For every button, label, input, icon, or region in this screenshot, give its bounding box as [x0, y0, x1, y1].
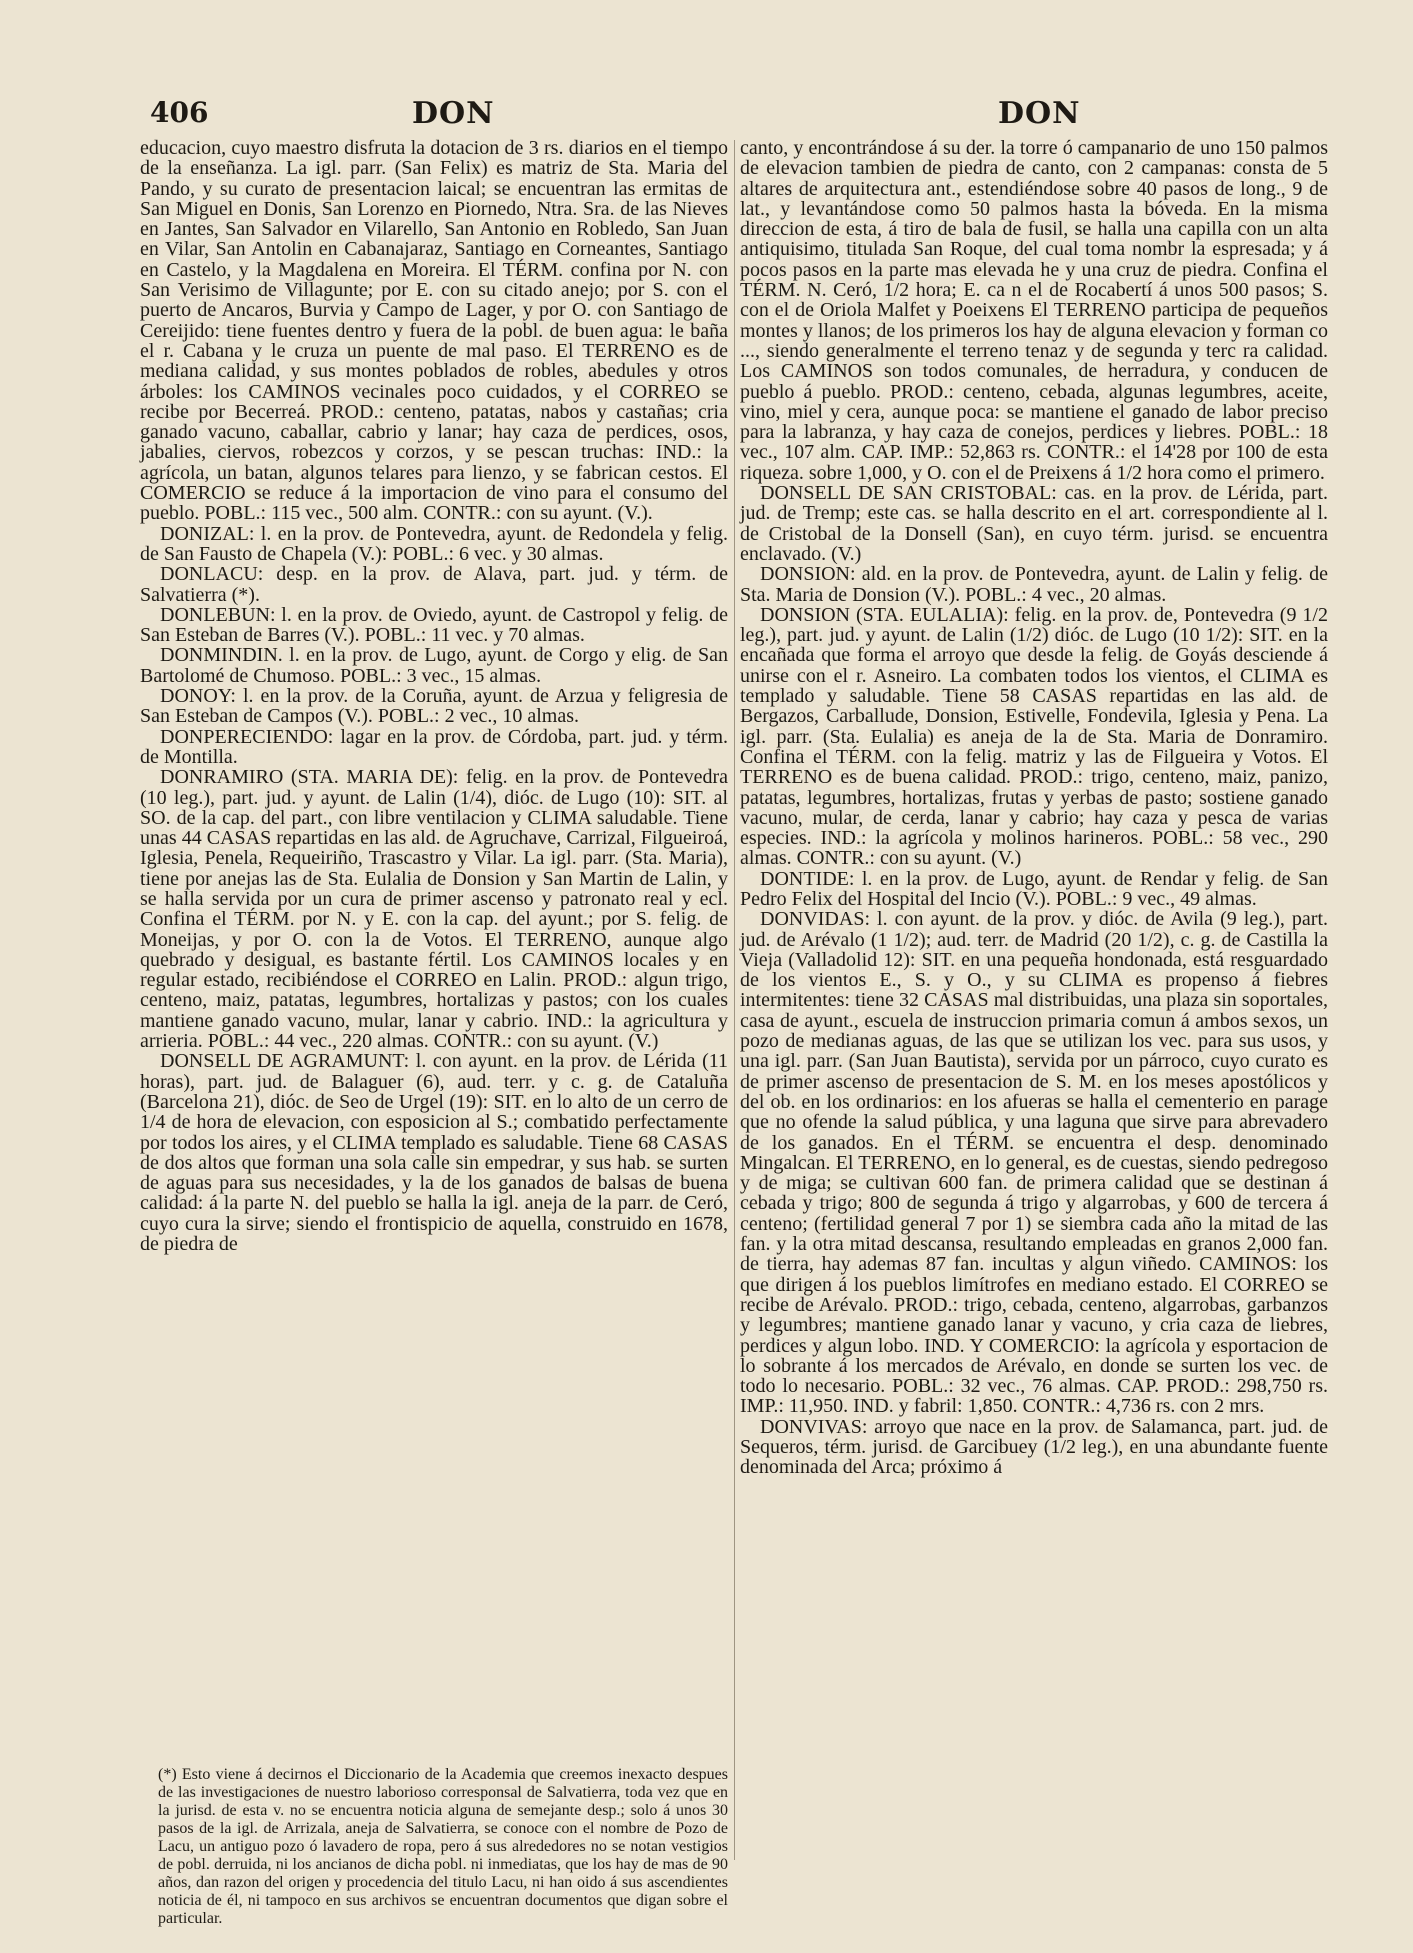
entry-donsell-de-san-cristobal: DONSELL DE SAN CRISTOBAL: cas. en la prov. de Lérida, part. jud. de Tremp; este cas. se halla descrito en el art. correspondiente al l. de Cristobal de la Donsell (San), en cuyo térm. jurisd. se encuentra enclavado. (V.) — [740, 482, 1328, 565]
entry-donsion-sta-eulalia: DONSION (STA. EULALIA): felig. en la prov. de, Pontevedra (9 1/2 leg.), part. jud. y ayunt. de Lalin (1/2) dióc. de Lugo (10 1/2): SIT. en la encañada que forma el arroyo que desde la felig. de Goyás desciende á unirse con el r. Asneiro. La combaten todos los vientos, el CLIMA es templado y saludable. Tiene 58 CASAS repartidas en las ald. de Bergazos, Carballude, Donsion, Estivelle, Fondevila, Iglesia y Pena. La igl. parr. (Sta. Eulalia) es aneja de la de Sta. Maria de Donramiro. Confina el TÉRM. con la felig. matriz y las de Filgueira y Votos. El TERRENO es de buena calidad. PROD.: trigo, centeno, maiz, panizo, patatas, legumbres, hortalizas, frutas y yerbas de pasto; sostiene ganado vacuno, mular, de cerda, lanar y cabrio; hay caza y pesca de varias especies. IND.: la agrícola y molinos harineros. POBL.: 58 vec., 290 almas. CONTR.: con su ayunt. (V.) — [740, 603, 1328, 870]
entry-donoy: DONOY: l. en la prov. de la Coruña, ayunt. de Arzua y feligresia de San Esteban de Campos (V.). POBL.: 2 vec., 10 almas. — [140, 685, 728, 728]
entry-donpereciendo: DONPERECIENDO: lagar en la prov. de Córdoba, part. jud. y térm. de Montilla. — [140, 725, 728, 768]
entry-donvivas: DONVIVAS: arroyo que nace en la prov. de Salamanca, part. jud. de Sequeros, térm. jurisd. de Garcibuey (1/2 leg.), en una abundante fuente denominada del Arca; próximo á — [740, 1415, 1328, 1479]
entry-donramiro: DONRAMIRO (STA. MARIA DE): felig. en la prov. de Pontevedra (10 leg.), part. jud. y ayunt. de Lalin (1/4), dióc. de Lugo (10): SIT. al SO. de la cap. del part., con libre ventilacion y CLIMA saludable. Tiene unas 44 CASAS repartidas en las ald. de Agruchave, Carrizal, Filgueiroá, Iglesia, Penela, Requeiriño, Trascastro y Vilar. La igl. parr. (Sta. Maria), tiene por anejas las de Sta. Eulalia de Donsion y San Martin de Lalin, y se halla servida por un cura de primer ascenso y patronato real y ecl. Confina el TÉRM. por N. y E. con la cap. del ayunt.; por S. felig. de Moneijas, y por O. con la de Votos. El TERRENO, aunque algo quebrado y desigual, es bastante fértil. Los CAMINOS locales y en regular estado, recibiéndose el CORREO en Lalin. PROD.: algun trigo, centeno, maiz, patatas, legumbres, hortalizas y pastos; con los cuales mantiene ganado vacuno, mular, lanar y cabrio. IND.: la agricultura y arrieria. POBL.: 44 vec., 220 almas. CONTR.: con su ayunt. (V.) — [140, 766, 728, 1053]
entry-donmindin: DONMINDIN. l. en la prov. de Lugo, ayunt. de Corgo y elig. de San Bartolomé de Chumoso. POBL.: 3 vec., 15 almas. — [140, 644, 728, 687]
entry-donlebun: DONLEBUN: l. en la prov. de Oviedo, ayunt. de Castropol y felig. de San Esteban de Barres (V.). POBL.: 11 vec. y 70 almas. — [140, 603, 728, 647]
entry-donsion: DONSION: ald. en la prov. de Pontevedra, ayunt. de Lalin y felig. de Sta. Maria de Donsion (V.). POBL.: 4 vec., 20 almas. — [740, 563, 1328, 606]
running-head-right: DON — [998, 96, 1081, 131]
entry-donlacu: DONLACU: desp. en la prov. de Alava, part. jud. y térm. de Salvatierra (*). — [140, 563, 728, 606]
entry-donvidas: DONVIDAS: l. con ayunt. de la prov. y dióc. de Avila (9 leg.), part. jud. de Arévalo (1 1/2); aud. terr. de Madrid (20 1/2), c. g. de Castilla la Vieja (Valladolid 12): SIT. en una pequeña hondonada, está resguardado de los vientos E., S. y O., y su CLIMA es propenso á fiebres intermitentes: tiene 32 CASAS mal distribuidas, una plaza sin soportales, casa de ayunt., escuela de instruccion primaria comun á ambos sexos, un pozo de medianas aguas, de las que se utilizan los vec. para sus usos, y una igl. parr. (San Juan Bautista), servida por un párroco, cuyo curato es de primer ascenso de presentacion de S. M. en los meses apostólicos y del ob. en los ordinarios: en los afueras se halla el cementerio en parage que no ofende la salud pública, y una laguna que sirve para abrevadero de los ganados. En el TÉRM. se encuentra el desp. denominado Mingalcan. El TERRENO, en lo general, es de cuestas, siendo pedregoso y de miga; se cultivan 600 fan. de primera calidad que se destinan á cebada y trigo; 800 de segunda á trigo y algarrobas, y 600 de tercera á centeno; (fertilidad general 7 por 1) se siembra cada año la mitad de las fan. y la otra mitad descansa, resultando empleadas en granos 2,000 fan. de tierra, hay ademas 87 fan. incultas y algun viñedo. CAMINOS: los que dirigen á los pueblos limítrofes en mediano estado. El CORREO se recibe de Arévalo. PROD.: trigo, cebada, centeno, algarrobas, garbanzos y legumbres; mantiene ganado lanar y vacuno, y cria caza de liebres, perdices y algun lobo. IND. Y COMERCIO: la agrícola y esportacion de lo sobrante á los mercados de Arévalo, en donde se surten los vec. de todo lo necesario. POBL.: 32 vec., 76 almas. CAP. PROD.: 298,750 rs. IMP.: 11,950. IND. y fabril: 1,850. CONTR.: 4,736 rs. con 2 mrs. — [740, 908, 1328, 1418]
footnote: (*) Esto viene á decirnos el Diccionario de la Academia que creemos inexacto despues de las investigaciones de nuestro laborioso corresponsal de Salvatierra, toda vez que en la jurisd. de esta v. no se encuentra noticia alguna de semejante desp.; solo á unos 30 pasos de la igl. de Arrizala, aneja de Salvatierra, se conoce con el nombre de Pozo de Lacu, un antiguo pozo ó lavadero de ropa, pero á sus alrededores no se notan vestigios de pobl. derruida, ni los ancianos de dicha pobl. ni inmediatas, que los hay de mas de 90 años, dan razon del origen y procedencia del titulo Lacu, ni han oido á sus ascendientes noticia de él, ni tampoco en sus archivos se encuentran documentos que digan sobre el particular. — [158, 1766, 728, 1927]
left-column — [140, 138, 728, 1768]
entry-continuation-right: canto, y encontrándose á su der. la torre ó campanario de uno 150 palmos de elevacion tambien de piedra de canto, con 2 campanas: consta de 5 altares de arquitectura ant., estendiéndose sobre 40 pasos de long., 9 de lat., y levantándose como 50 palmos hasta la bóveda. En la misma direccion de esta, á tiro de bala de fusil, se halla una capilla con un alta antiquisimo, titulada San Roque, del cual toma nombr la espresada; y á pocos pasos en la parte mas elevada he y una cruz de piedra. Confina el TÉRM. N. Ceró, 1/2 hora; E. ca n el de Rocabertí á unos 500 pasos; S. con el de Oriola Malfet y Poeixens El TERRENO participa de pequeños montes y llanos; de los primeros los hay de alguna elevacion y forman co ..., siendo generalmente el terreno tenaz y de segunda y terc ra calidad. Los CAMINOS son todos comunales, de herradura, y conducen de pueblo á pueblo. PROD.: centeno, cebada, algunas legumbres, aceite, vino, miel y cera, aunque poca: se mantiene el ganado de labor preciso para la labranza, y hay caza de conejos, perdices y liebres. POBL.: 18 vec., 107 alm. CAP. IMP.: 52,863 rs. CONTR.: el 14'28 por 100 de esta riqueza. sobre 1,000, y O. con el de Preixens á 1/2 hora como el primero. — [740, 137, 1328, 484]
entry-donizal: DONIZAL: l. en la prov. de Pontevedra, ayunt. de Redondela y felig. de San Fausto de Chapela (V.): POBL.: 6 vec. y 30 almas. — [140, 522, 728, 565]
entry-donsell-de-agramunt: DONSELL DE AGRAMUNT: l. con ayunt. en la prov. de Lérida (11 horas), part. jud. de Balaguer (6), aud. terr. y c. g. de Cataluña (Barcelona 21), dióc. de Seo de Urgel (19): SIT. en lo alto de un cerro de 1/4 de hora de elevacion, con esposicion al S.; combatido perfectamente por todos los aires, y el CLIMA templado es saludable. Tiene 68 CASAS de dos altos que forman una sola calle sin empedrar, y sus hab. se surten de aguas para sus necesidades, y la de los ganados de balsas de buena calidad: á la parte N. del pueblo se halla la igl. aneja de la parr. de Ceró, cuyo cura la sirve; siendo el frontispicio de aquella, construido en 1678, de piedra de — [140, 1050, 728, 1256]
column-divider — [734, 140, 735, 1860]
entry-continuation: educacion, cuyo maestro disfruta la dotacion de 3 rs. diarios en el tiempo de la enseñanza. La igl. parr. (San Felix) es matriz de Sta. Maria del Pando, y su curato de presentacion laical; se encuentran las ermitas de San Miguel en Donis, San Lorenzo en Piornedo, Ntra. Sra. de las Nieves en Jantes, San Salvador en Vilarello, San Antonio en Robledo, San Juan en Vilar, San Antolin en Cabanajaraz, Santiago en Corneantes, Santiago en Castelo, y la Magdalena en Moreira. El TÉRM. confina por N. con San Verisimo de Villagunte; por E. con su citado anejo; por S. con el puerto de Ancaros, Burvia y Campo de Lager, y por O. con Santiago de Cereijido: tiene fuentes dentro y fuera de la pobl. de buen agua: le baña el r. Cabana y le cruza un puente de mal paso. El TERRENO es de mediana calidad, y sus montes poblados de robles, abedules y otros árboles: los CAMINOS vecinales poco cuidados, y el CORREO se recibe por Becerreá. PROD.: centeno, patatas, nabos y castañas; cria ganado vacuno, caballar, cabrio y lanar; hay caza de perdices, osos, jabalies, ciervos, robezcos y corzos, y se pescan truchas: IND.: la agrícola, un batan, algunos telares para lienzo, y se fabrican cestos. El COMERCIO se reduce á la importacion de vino para el consumo del pueblo. POBL.: 115 vec., 500 alm. CONTR.: con su ayunt. (V.). — [140, 137, 728, 525]
page-number: 406 — [150, 96, 209, 129]
entry-dontide: DONTIDE: l. en la prov. de Lugo, ayunt. de Rendar y felig. de San Pedro Felix del Hospital del Incio (V.). POBL.: 9 vec., 49 almas. — [740, 867, 1328, 910]
running-head-left: DON — [412, 96, 495, 131]
right-column — [740, 138, 1328, 1883]
